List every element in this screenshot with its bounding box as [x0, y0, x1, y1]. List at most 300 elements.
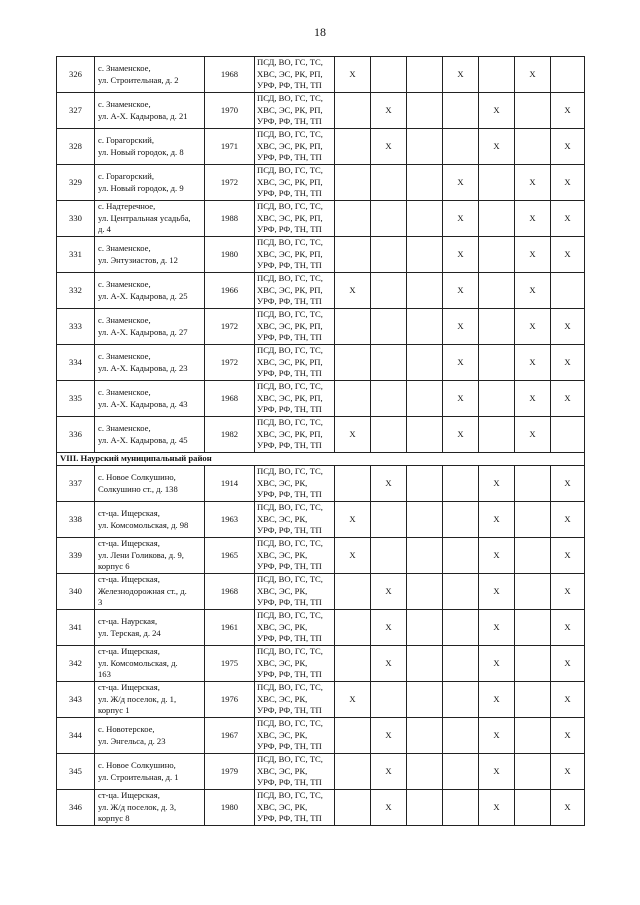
address-line: с. Знаменское, [98, 63, 151, 73]
works-codes-line: ХВС, ЭС, РК, [257, 765, 308, 776]
works-codes-line: ПСД, ВО, ГС, ТС, [257, 502, 323, 513]
schedule-mark [407, 754, 443, 790]
schedule-mark: X [479, 610, 515, 646]
address-line: ст-ца. Ищерская, [98, 682, 160, 693]
address-line: ул. Комсомольская, д. [98, 657, 178, 668]
table-row [57, 610, 585, 646]
schedule-mark [371, 237, 407, 273]
schedule-mark [407, 502, 443, 538]
works-codes-line: УРФ, РФ, ТН, ТП [257, 224, 322, 235]
address-cell [95, 646, 205, 682]
schedule-mark [407, 574, 443, 610]
rows-group-after-section [57, 466, 585, 826]
address-line: ул. Энгельса, д. 23 [98, 735, 166, 746]
section-header-group [57, 453, 585, 466]
works-codes-cell [255, 93, 335, 129]
schedule-mark: X [335, 502, 371, 538]
works-codes-line: ПСД, ВО, ГС, ТС, [257, 417, 323, 428]
year-built: 1966 [205, 273, 255, 309]
works-codes-line: ПСД, ВО, ГС, ТС, [257, 610, 323, 621]
address-cell [95, 381, 205, 417]
schedule-mark: X [371, 610, 407, 646]
schedule-mark: X [515, 165, 551, 201]
address-cell [95, 754, 205, 790]
address-cell [95, 57, 205, 93]
schedule-mark: X [551, 345, 585, 381]
schedule-mark [407, 309, 443, 345]
schedule-mark [443, 574, 479, 610]
schedule-mark [335, 165, 371, 201]
works-codes-line: УРФ, РФ, ТН, ТП [257, 489, 322, 500]
schedule-mark [479, 309, 515, 345]
schedule-mark [371, 165, 407, 201]
schedule-mark: X [443, 381, 479, 417]
works-codes-line: ХВС, ЭС, РК, [257, 477, 308, 488]
address-cell [95, 574, 205, 610]
schedule-mark: X [335, 273, 371, 309]
address-line: с. Знаменское, [98, 423, 151, 433]
works-codes-line: ПСД, ВО, ГС, ТС, [257, 718, 323, 729]
address-line: ул. А-Х. Кадырова, д. 45 [98, 434, 188, 445]
row-number: 334 [57, 345, 95, 381]
schedule-mark [335, 345, 371, 381]
schedule-mark [335, 129, 371, 165]
works-codes-line: ПСД, ВО, ГС, ТС, [257, 93, 323, 104]
table-row [57, 93, 585, 129]
schedule-mark [371, 201, 407, 237]
schedule-mark: X [515, 237, 551, 273]
works-codes-line: ПСД, ВО, ГС, ТС, [257, 57, 323, 68]
schedule-mark [407, 538, 443, 574]
schedule-mark [515, 538, 551, 574]
address-line: ул. А-Х. Кадырова, д. 43 [98, 398, 188, 409]
schedule-mark [479, 417, 515, 453]
schedule-mark [515, 610, 551, 646]
works-codes-line: ПСД, ВО, ГС, ТС, [257, 466, 323, 477]
schedule-mark: X [443, 417, 479, 453]
address-line: ул. Новый городок, д. 9 [98, 182, 184, 193]
schedule-mark: X [515, 201, 551, 237]
schedule-mark: X [443, 165, 479, 201]
schedule-mark: X [479, 718, 515, 754]
schedule-mark [407, 345, 443, 381]
address-line: с. Горагорский, [98, 171, 154, 181]
table-row [57, 309, 585, 345]
works-codes-line: ХВС, ЭС, РК, РП, [257, 212, 323, 223]
table-row [57, 237, 585, 273]
table-row [57, 129, 585, 165]
works-codes-line: ХВС, ЭС, РК, РП, [257, 176, 323, 187]
works-codes-line: УРФ, РФ, ТН, ТП [257, 404, 322, 415]
works-codes-line: ХВС, ЭС, РК, РП, [257, 140, 323, 151]
works-codes-line: ХВС, ЭС, РК, [257, 801, 308, 812]
works-codes-line: УРФ, РФ, ТН, ТП [257, 440, 322, 451]
schedule-mark [515, 502, 551, 538]
address-cell [95, 417, 205, 453]
row-number: 338 [57, 502, 95, 538]
works-codes-line: ПСД, ВО, ГС, ТС, [257, 273, 323, 284]
address-line: ул. Энтузиастов, д. 12 [98, 254, 178, 265]
schedule-mark: X [515, 309, 551, 345]
address-line: с. Горагорский, [98, 135, 154, 145]
year-built: 1980 [205, 237, 255, 273]
address-cell [95, 129, 205, 165]
schedule-mark [407, 57, 443, 93]
schedule-mark [335, 574, 371, 610]
row-number: 339 [57, 538, 95, 574]
year-built: 1968 [205, 574, 255, 610]
works-codes-line: ХВС, ЭС, РК, [257, 657, 308, 668]
schedule-mark [515, 790, 551, 826]
schedule-mark: X [479, 574, 515, 610]
works-codes-cell [255, 754, 335, 790]
works-codes-cell [255, 237, 335, 273]
address-cell [95, 201, 205, 237]
schedule-mark: X [335, 417, 371, 453]
schedule-mark [335, 201, 371, 237]
schedule-mark: X [479, 502, 515, 538]
schedule-mark [335, 93, 371, 129]
schedule-mark: X [371, 790, 407, 826]
schedule-mark: X [335, 57, 371, 93]
schedule-mark [407, 273, 443, 309]
schedule-mark: X [443, 237, 479, 273]
works-codes-line: УРФ, РФ, ТН, ТП [257, 705, 322, 716]
address-line: ст-ца. Ищерская, [98, 574, 160, 585]
address-cell [95, 466, 205, 502]
schedule-mark [443, 466, 479, 502]
works-codes-line: УРФ, РФ, ТН, ТП [257, 368, 322, 379]
works-codes-line: УРФ, РФ, ТН, ТП [257, 260, 322, 271]
address-line: Солкушино ст., д. 138 [98, 483, 178, 494]
works-codes-cell [255, 309, 335, 345]
address-line: ул. Строительная, д. 1 [98, 771, 179, 782]
works-codes-line: УРФ, РФ, ТН, ТП [257, 80, 322, 91]
schedule-mark [407, 201, 443, 237]
schedule-mark [407, 381, 443, 417]
works-codes-line: УРФ, РФ, ТН, ТП [257, 813, 322, 824]
works-codes-line: УРФ, РФ, ТН, ТП [257, 188, 322, 199]
table-row [57, 466, 585, 502]
table-row [57, 754, 585, 790]
schedule-mark [443, 129, 479, 165]
works-codes-line: ХВС, ЭС, РК, РП, [257, 68, 323, 79]
works-codes-cell [255, 502, 335, 538]
schedule-mark: X [551, 610, 585, 646]
schedule-mark: X [371, 93, 407, 129]
schedule-mark: X [551, 237, 585, 273]
year-built: 1980 [205, 790, 255, 826]
works-codes-line: ПСД, ВО, ГС, ТС, [257, 754, 323, 765]
address-cell [95, 718, 205, 754]
works-codes-cell [255, 273, 335, 309]
schedule-mark: X [479, 93, 515, 129]
schedule-mark [515, 93, 551, 129]
schedule-mark: X [551, 790, 585, 826]
address-line: ул. Терская, д. 24 [98, 627, 161, 638]
page-number: 18 [314, 25, 326, 39]
address-line: с. Надтеречное, [98, 201, 156, 212]
row-number: 326 [57, 57, 95, 93]
works-codes-cell [255, 574, 335, 610]
schedule-mark [443, 93, 479, 129]
row-number: 335 [57, 381, 95, 417]
address-line: корпус 8 [98, 813, 130, 824]
schedule-mark: X [551, 93, 585, 129]
row-number: 329 [57, 165, 95, 201]
table-row [57, 165, 585, 201]
schedule-mark: X [335, 682, 371, 718]
address-line: ул. А-Х. Кадырова, д. 23 [98, 362, 188, 373]
schedule-mark [335, 718, 371, 754]
schedule-mark [515, 754, 551, 790]
row-number: 333 [57, 309, 95, 345]
works-codes-line: ПСД, ВО, ГС, ТС, [257, 165, 323, 176]
year-built: 1971 [205, 129, 255, 165]
works-codes-cell [255, 165, 335, 201]
works-codes-cell [255, 417, 335, 453]
year-built: 1975 [205, 646, 255, 682]
address-line: ул. Ж/д поселок, д. 1, [98, 693, 177, 704]
address-line: с. Знаменское, [98, 387, 151, 397]
schedule-mark [515, 574, 551, 610]
schedule-mark: X [443, 309, 479, 345]
year-built: 1961 [205, 610, 255, 646]
works-codes-line: ХВС, ЭС, РК, РП, [257, 320, 323, 331]
table-row [57, 201, 585, 237]
address-line: ул. Новый городок, д. 8 [98, 146, 184, 157]
address-line: с. Знаменское, [98, 315, 151, 325]
schedule-mark [335, 309, 371, 345]
works-codes-cell [255, 790, 335, 826]
address-line: 163 [98, 669, 111, 680]
works-codes-line: ХВС, ЭС, РК, [257, 621, 308, 632]
schedule-mark: X [443, 273, 479, 309]
schedule-mark: X [371, 718, 407, 754]
schedule-mark [443, 754, 479, 790]
works-codes-line: УРФ, РФ, ТН, ТП [257, 777, 322, 788]
table-row [57, 345, 585, 381]
works-codes-cell [255, 466, 335, 502]
works-codes-line: ХВС, ЭС, РК, РП, [257, 356, 323, 367]
schedule-mark [407, 129, 443, 165]
address-cell [95, 237, 205, 273]
schedule-mark [443, 718, 479, 754]
address-line: ст-ца. Ищерская, [98, 538, 160, 549]
works-codes-line: УРФ, РФ, ТН, ТП [257, 152, 322, 163]
schedule-mark [479, 345, 515, 381]
table-row [57, 574, 585, 610]
schedule-mark: X [479, 790, 515, 826]
schedule-mark [551, 57, 585, 93]
schedule-mark: X [551, 165, 585, 201]
address-line: с. Знаменское, [98, 351, 151, 361]
schedule-mark [335, 466, 371, 502]
schedule-mark [407, 466, 443, 502]
schedule-mark: X [479, 754, 515, 790]
row-number: 341 [57, 610, 95, 646]
works-codes-line: ПСД, ВО, ГС, ТС, [257, 790, 323, 801]
schedule-mark [407, 790, 443, 826]
schedule-mark [443, 610, 479, 646]
year-built: 1972 [205, 345, 255, 381]
works-codes-cell [255, 57, 335, 93]
schedule-mark [371, 381, 407, 417]
row-number: 344 [57, 718, 95, 754]
address-line: с. Знаменское, [98, 243, 151, 253]
schedule-mark: X [551, 718, 585, 754]
schedule-mark: X [371, 754, 407, 790]
schedule-mark [371, 538, 407, 574]
year-built: 1967 [205, 718, 255, 754]
schedule-mark: X [551, 381, 585, 417]
address-line: ст-ца. Ищерская, [98, 790, 160, 801]
address-cell [95, 538, 205, 574]
year-built: 1982 [205, 417, 255, 453]
works-codes-line: ПСД, ВО, ГС, ТС, [257, 574, 323, 585]
schedule-mark: X [443, 57, 479, 93]
schedule-mark [479, 201, 515, 237]
works-codes-line: ПСД, ВО, ГС, ТС, [257, 201, 323, 212]
works-codes-line: ПСД, ВО, ГС, ТС, [257, 682, 323, 693]
works-codes-line: ХВС, ЭС, РК, [257, 729, 308, 740]
schedule-mark: X [551, 129, 585, 165]
address-line: с. Новотерское, [98, 724, 155, 734]
works-codes-line: ХВС, ЭС, РК, [257, 585, 308, 596]
schedule-mark: X [479, 129, 515, 165]
schedule-mark [407, 610, 443, 646]
schedule-mark: X [551, 754, 585, 790]
schedule-mark [407, 237, 443, 273]
row-number: 340 [57, 574, 95, 610]
year-built: 1972 [205, 309, 255, 345]
schedule-mark [407, 417, 443, 453]
address-cell [95, 165, 205, 201]
schedule-mark: X [551, 538, 585, 574]
schedule-mark [371, 502, 407, 538]
schedule-mark: X [443, 345, 479, 381]
table-row [57, 790, 585, 826]
schedule-mark: X [515, 345, 551, 381]
address-line: корпус 6 [98, 561, 130, 572]
schedule-mark: X [371, 574, 407, 610]
schedule-mark [443, 790, 479, 826]
schedule-mark [371, 273, 407, 309]
address-line: ст-ца. Наурская, [98, 616, 158, 626]
address-cell [95, 790, 205, 826]
address-cell [95, 309, 205, 345]
row-number: 346 [57, 790, 95, 826]
address-line: ст-ца. Ищерская, [98, 646, 160, 657]
schedule-mark [515, 718, 551, 754]
table-row [57, 646, 585, 682]
schedule-mark [443, 646, 479, 682]
address-line: ул. А-Х. Кадырова, д. 27 [98, 326, 188, 337]
address-line: ул. А-Х. Кадырова, д. 25 [98, 290, 188, 301]
works-codes-line: ХВС, ЭС, РК, РП, [257, 248, 323, 259]
address-line: с. Знаменское, [98, 99, 151, 109]
table-row [57, 381, 585, 417]
works-codes-line: ХВС, ЭС, РК, РП, [257, 104, 323, 115]
schedule-mark [515, 682, 551, 718]
schedule-mark [479, 165, 515, 201]
address-line: ул. Лени Голикова, д. 9, [98, 549, 184, 560]
address-cell [95, 93, 205, 129]
schedule-mark [371, 417, 407, 453]
address-line: корпус 1 [98, 705, 130, 716]
address-line: с. Знаменское, [98, 279, 151, 289]
schedule-mark: X [443, 201, 479, 237]
table-row [57, 538, 585, 574]
schedule-mark [515, 646, 551, 682]
schedule-mark [335, 754, 371, 790]
works-codes-line: ПСД, ВО, ГС, ТС, [257, 538, 323, 549]
schedule-mark: X [551, 466, 585, 502]
works-codes-cell [255, 682, 335, 718]
works-codes-line: УРФ, РФ, ТН, ТП [257, 296, 322, 307]
row-number: 331 [57, 237, 95, 273]
address-line: ул. А-Х. Кадырова, д. 21 [98, 110, 188, 121]
works-codes-line: УРФ, РФ, ТН, ТП [257, 525, 322, 536]
schedule-mark: X [551, 201, 585, 237]
works-codes-line: ХВС, ЭС, РК, РП, [257, 284, 323, 295]
schedule-mark [551, 417, 585, 453]
schedule-mark: X [371, 129, 407, 165]
year-built: 1968 [205, 381, 255, 417]
row-number: 342 [57, 646, 95, 682]
year-built: 1914 [205, 466, 255, 502]
works-codes-line: УРФ, РФ, ТН, ТП [257, 633, 322, 644]
schedule-mark [335, 646, 371, 682]
rows-group-before-section [57, 57, 585, 453]
address-line: д. 4 [98, 224, 111, 235]
works-codes-line: ПСД, ВО, ГС, ТС, [257, 345, 323, 356]
table-row [57, 273, 585, 309]
schedule-mark [407, 165, 443, 201]
schedule-mark: X [515, 57, 551, 93]
schedule-mark: X [479, 466, 515, 502]
address-line: ул. Ж/д поселок, д. 3, [98, 801, 177, 812]
address-line: Железнодорожная ст., д. [98, 585, 187, 596]
row-number: 332 [57, 273, 95, 309]
works-codes-line: ПСД, ВО, ГС, ТС, [257, 237, 323, 248]
year-built: 1965 [205, 538, 255, 574]
year-built: 1972 [205, 165, 255, 201]
works-codes-line: УРФ, РФ, ТН, ТП [257, 741, 322, 752]
schedule-mark [551, 273, 585, 309]
row-number: 345 [57, 754, 95, 790]
works-codes-line: УРФ, РФ, ТН, ТП [257, 561, 322, 572]
schedule-mark: X [515, 417, 551, 453]
schedule-mark [335, 381, 371, 417]
works-codes-line: ХВС, ЭС, РК, [257, 549, 308, 560]
schedule-mark [443, 682, 479, 718]
schedule-mark [407, 93, 443, 129]
row-number: 330 [57, 201, 95, 237]
table-row [57, 57, 585, 93]
works-codes-line: ПСД, ВО, ГС, ТС, [257, 381, 323, 392]
schedule-mark: X [551, 574, 585, 610]
year-built: 1963 [205, 502, 255, 538]
schedule-mark [335, 237, 371, 273]
section-title: VIII. Наурский муниципальный район [57, 453, 585, 466]
address-line: ул. Комсомольская, д. 98 [98, 519, 189, 530]
schedule-mark [335, 790, 371, 826]
works-codes-line: УРФ, РФ, ТН, ТП [257, 597, 322, 608]
works-codes-line: ХВС, ЭС, РК, [257, 693, 308, 704]
table-row [57, 718, 585, 754]
address-cell [95, 502, 205, 538]
